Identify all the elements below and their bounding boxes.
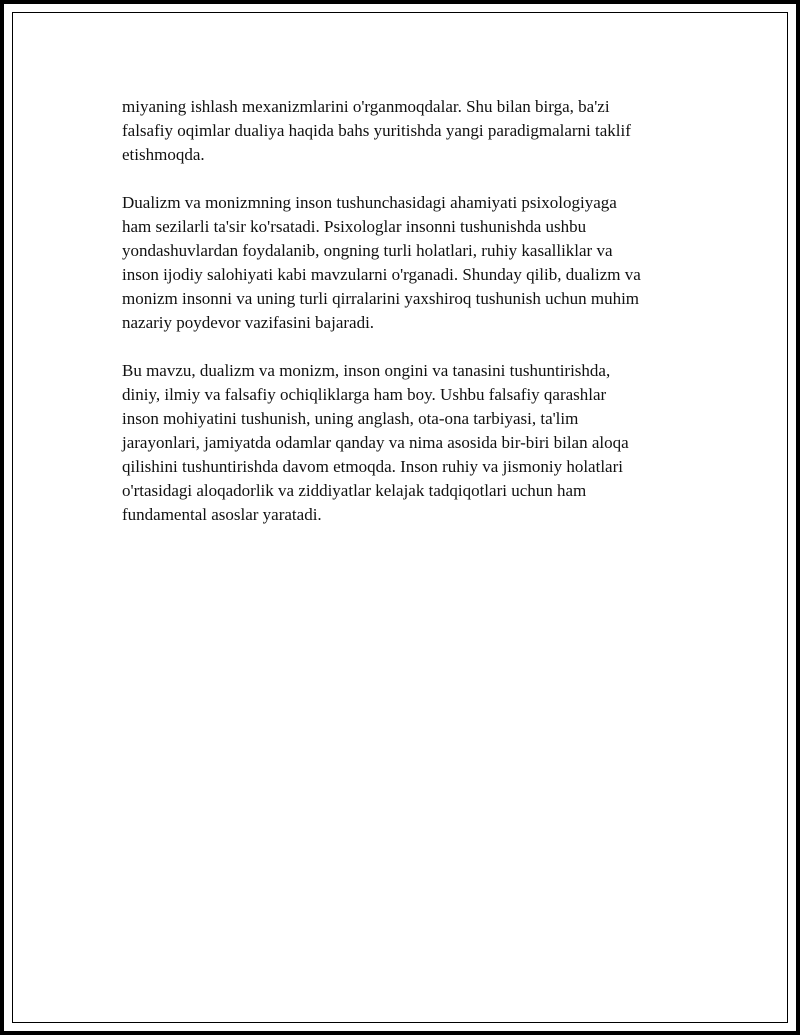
text-line: diniy, ilmiy va falsafiy ochiqliklarga ham boy. Ushbu falsafiy qarashlar (122, 385, 607, 404)
paragraph-2 (122, 191, 702, 335)
text-line: falsafiy oqimlar dualiya haqida bahs yuritishda yangi paradigmalarni taklif (122, 121, 631, 140)
text-line: monizm insonni va uning turli qirralarini yaxshiroq tushunish uchun muhim (122, 289, 640, 308)
text-line: etishmoqda. (122, 145, 205, 164)
text-line: inson ijodiy salohiyati kabi mavzularni o'rganadi. Shunday qilib, dualizm va (122, 265, 641, 284)
paragraph-1 (122, 95, 702, 167)
text-line: yondashuvlardan foydalanib, ongning turli holatlari, ruhiy kasalliklar va (122, 241, 613, 260)
text-line: qilishini tushuntirishda davom etmoqda. Inson ruhiy va jismoniy holatlari (122, 457, 623, 476)
text-line: inson mohiyatini tushunish, uning anglash, ota-ona tarbiyasi, ta'lim (122, 409, 579, 428)
text-line: miyaning ishlash mexanizmlarini o'rganmoqdalar. Shu bilan birga, ba'zi (122, 97, 610, 116)
text-line: Bu mavzu, dualizm va monizm, inson ongini va tanasini tushuntirishda, (122, 361, 611, 380)
text-line: jarayonlari, jamiyatda odamlar qanday va nima asosida bir-biri bilan aloqa (122, 433, 629, 452)
text-line: ham sezilarli ta'sir ko'rsatadi. Psixologlar insonni tushunishda ushbu (122, 217, 587, 236)
text-line: Dualizm va monizmning inson tushunchasidagi ahamiyati psixologiyaga (122, 193, 617, 212)
text-line: o'rtasidagi aloqadorlik va ziddiyatlar kelajak tadqiqotlari uchun ham (122, 481, 587, 500)
text-line: nazariy poydevor vazifasini bajaradi. (122, 313, 375, 332)
document-body (122, 95, 702, 551)
text-line: fundamental asoslar yaratadi. (122, 505, 322, 524)
paragraph-3 (122, 359, 702, 527)
